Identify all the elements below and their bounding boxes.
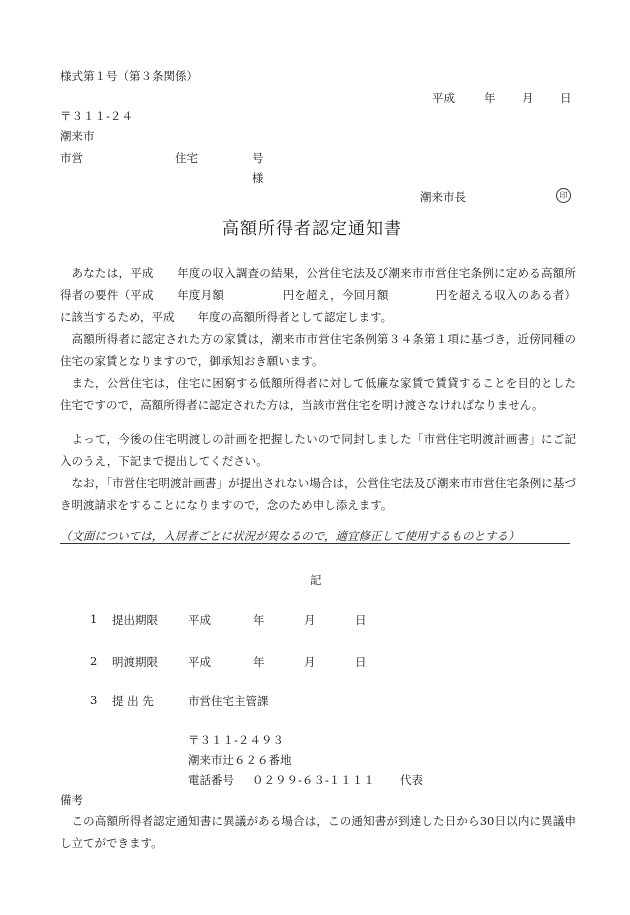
body-paragraph-4: よって，今後の住宅明渡しの計画を把握したいので同封しました「市営住宅明渡計画書」にご記入のうえ，下記まで提出してください。 [60, 432, 576, 468]
body-paragraph-1: あなたは，平成 年度の収入調査の結果，公営住宅法及び潮来市市営住宅条例に定める高額所得者の要件（平成 年度月額 円を超え，今回月額 円を超える収入のある者）に該当するため，平成 年度の高額所得者として認定します。 [60, 266, 576, 324]
housing-prefix: 市営 [60, 151, 83, 165]
submit-address: 潮来市辻６２６番地 [188, 753, 292, 767]
recipient-postal: 〒３１１-２４ [60, 109, 133, 123]
item-year: 年 [253, 655, 265, 669]
body-paragraph-5: なお，「市営住宅明渡計画書」が提出されない場合は，公営住宅法及び潮来市市営住宅条例に基づき明渡請求をすることになりますので，念のため申し添えます。 [60, 476, 576, 512]
item-era: 平成 [188, 655, 211, 669]
body-paragraph-3: また，公営住宅は，住宅に困窮する低額所得者に対して低廉な家賃で賃貸することを目的とした住宅ですので，高額所得者に認定された方は，当該市営住宅を明け渡さなければなりません。 [60, 376, 576, 412]
submit-postal: 〒３１１-２４９３ [188, 733, 284, 747]
date-year: 年 [484, 91, 496, 105]
item-day: 日 [355, 655, 367, 669]
note-underline [60, 543, 570, 544]
ki-heading: 記 [310, 573, 322, 587]
body-paragraph-2: 高額所得者に認定された方の家賃は，潮来市市営住宅条例第３４条第１項に基づき，近傍同種の住宅の家賃となりますので，御承知おき願います。 [60, 332, 576, 368]
item-number: 2 [90, 654, 98, 668]
item-era: 平成 [188, 613, 211, 627]
usage-note: （文面については，入居者ごとに状況が異なるので，適宜修正して使用するものとする） [60, 529, 520, 543]
form-number: 様式第１号（第３条関係） [60, 69, 198, 83]
remarks-text: この高額所得者認定通知書に異議がある場合は，この通知書が到達した日から30日以内に異議申し立てができます。 [60, 814, 576, 850]
honorific: 様 [252, 171, 264, 185]
sender: 潮来市長 [420, 190, 466, 204]
item-label: 明渡期限 [112, 655, 158, 669]
phone-label: 電話番号 [188, 773, 234, 787]
item-label: 提出期限 [112, 613, 158, 627]
item-number: 3 [90, 693, 98, 707]
item-number: 1 [90, 612, 98, 626]
date-month: 月 [522, 91, 534, 105]
housing-label: 住宅 [175, 151, 198, 165]
housing-number: 号 [252, 151, 264, 165]
phone-number: ０２９９-６３-１１１１ [252, 773, 375, 787]
submit-department: 市営住宅主管課 [188, 694, 269, 708]
phone-suffix: 代表 [400, 773, 423, 787]
item-year: 年 [253, 613, 265, 627]
date-day: 日 [560, 91, 572, 105]
recipient-city: 潮来市 [60, 129, 95, 143]
document-title: 高額所得者認定通知書 [222, 219, 402, 239]
seal-icon: 印 [556, 188, 571, 203]
item-label: 提 出 先 [112, 694, 154, 708]
remarks-heading: 備考 [60, 793, 83, 807]
item-month: 月 [304, 655, 316, 669]
item-month: 月 [304, 613, 316, 627]
date-era: 平成 [432, 91, 455, 105]
item-day: 日 [355, 613, 367, 627]
